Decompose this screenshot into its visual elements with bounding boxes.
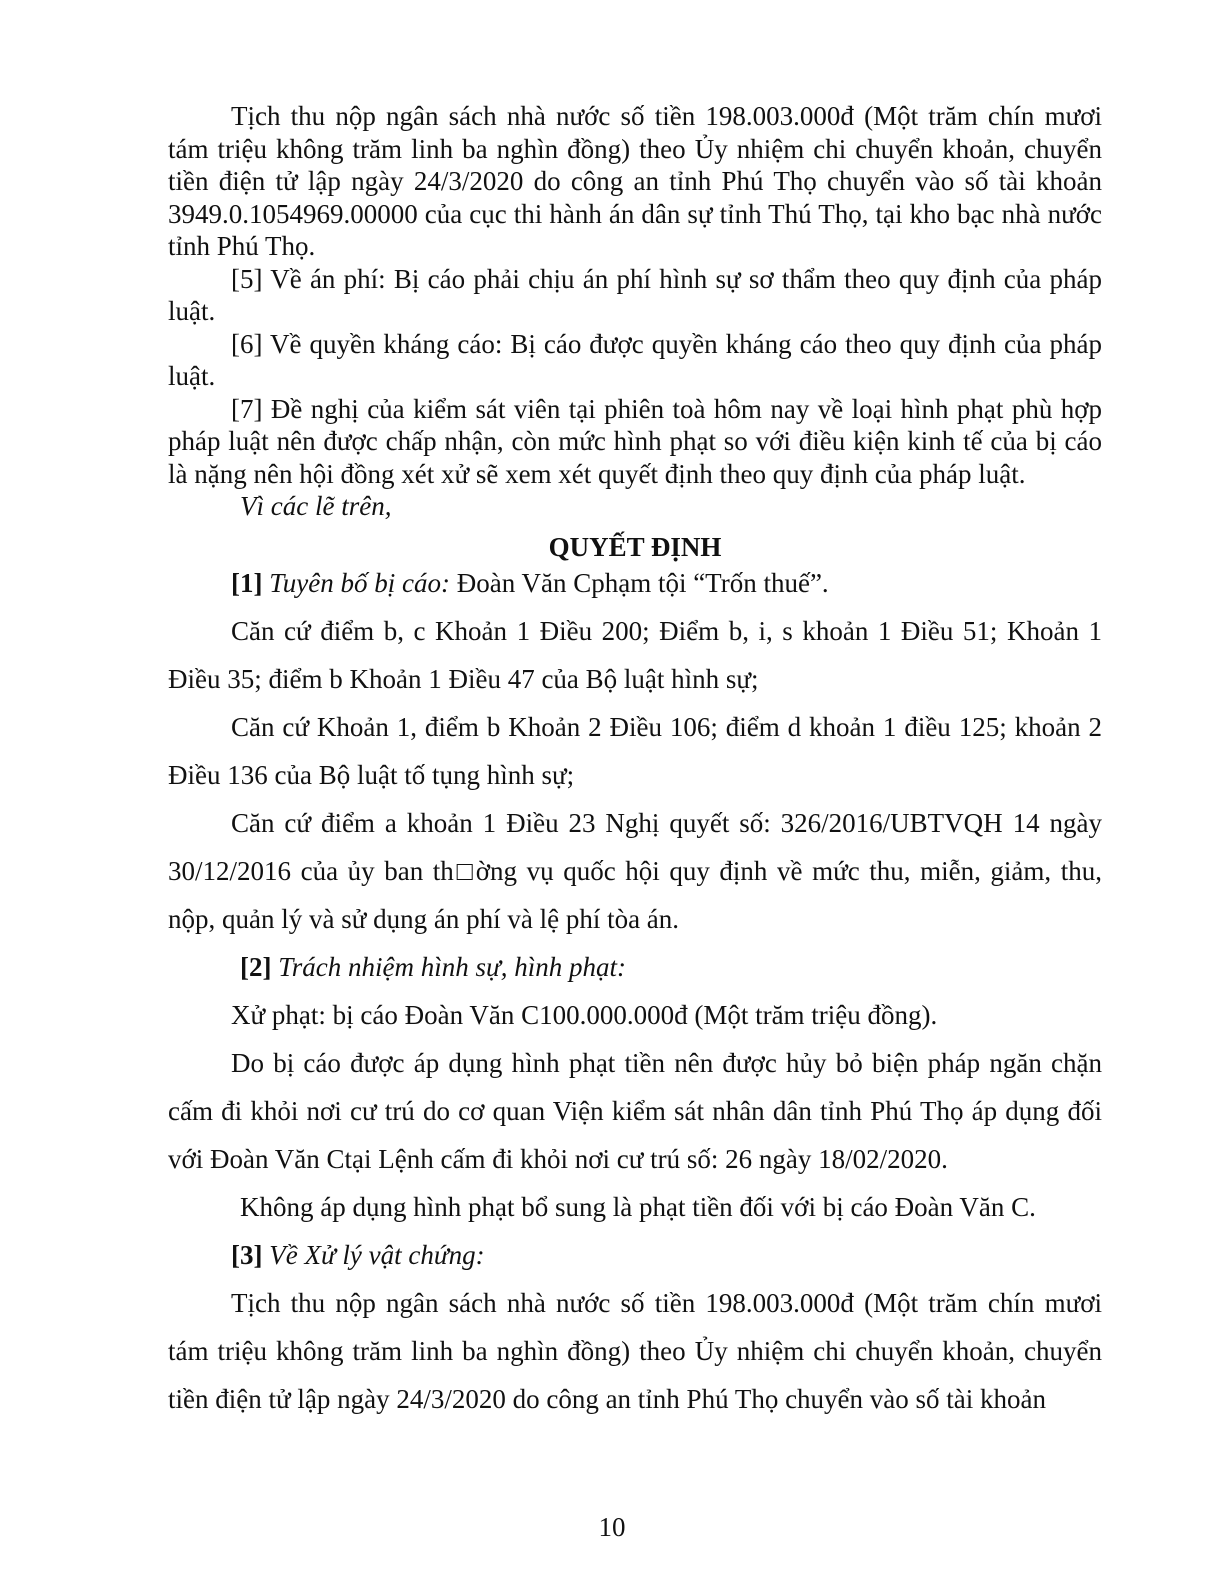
confiscation-paragraph: Tịch thu nộp ngân sách nhà nước số tiền 198.003.000đ (Một trăm chín mươi tám triệu không trăm linh ba nghìn đồng) theo Ủy nhiệm chi chuyển khoản, chuyển tiền điện tử lập ngày 24/3/2020 do công an tỉnh Phú Thọ chuyển vào số tài khoản — [168, 1288, 1102, 1414]
page-number: 10 — [598, 1512, 626, 1542]
item-1-label: Tuyên bố bị cáo: — [269, 567, 450, 598]
item-1-text: Đoàn Văn Cphạm tội “Trốn thuế”. — [449, 567, 829, 598]
item-1-number: [1] — [231, 567, 263, 598]
paragraph-prosecutor-proposal: [7] Đề nghị của kiểm sát viên tại phiên toà hôm nay về loại hình phạt phù hợp pháp luật nên được chấp nhận, còn mức hình phạt so với điều kiện kinh tế của bị cáo là nặng nên hội đồng xét xử sẽ xem xét quyết định theo quy định của pháp luật. — [168, 393, 1102, 489]
no-additional-penalty: Không áp dụng hình phạt bổ sung là phạt tiền đối với bị cáo Đoàn Văn C. — [240, 1192, 1036, 1222]
reasons-line: Vì các lẽ trên, — [240, 491, 392, 521]
paragraph-court-fee: [5] Về án phí: Bị cáo phải chịu án phí hình sự sơ thẩm theo quy định của pháp luật. — [168, 263, 1102, 326]
decision-item-3 — [168, 1231, 1102, 1279]
decision-heading: QUYẾT ĐỊNH — [548, 531, 722, 562]
paragraph-appeal-right: [6] Về quyền kháng cáo: Bị cáo được quyền kháng cáo theo quy định của pháp luật. — [168, 328, 1102, 391]
cancel-measure-paragraph: Do bị cáo được áp dụng hình phạt tiền nên được hủy bỏ biện pháp ngăn chặn cấm đi khỏi nơi cư trú do cơ quan Viện kiểm sát nhân dân tỉnh Phú Thọ áp dụng đối với Đoàn Văn Ctại Lệnh cấm đi khỏi nơi cư trú số: 26 ngày 18/02/2020. — [168, 1048, 1102, 1174]
item-3-label: Về Xử lý vật chứng: — [269, 1240, 485, 1270]
legal-basis-procedure-code: Căn cứ Khoản 1, điểm b Khoản 2 Điều 106; điểm d khoản 1 điều 125; khoản 2 Điều 136 của Bộ luật tố tụng hình sự; — [168, 712, 1102, 790]
item-3-number: [3] — [231, 1240, 263, 1270]
paragraph-confiscation-prior: Tịch thu nộp ngân sách nhà nước số tiền 198.003.000đ (Một trăm chín mươi tám triệu không trăm linh ba nghìn đồng) theo Ủy nhiệm chi chuyển khoản, chuyển tiền điện tử lập ngày 24/3/2020 do công an tỉnh Phú Thọ chuyển vào số tài khoản 3949.0.1054969.00000 của cục thi hành án dân sự tỉnh Thú Thọ, tại kho bạc nhà nước tỉnh Phú Thọ. — [168, 101, 1102, 261]
decision-item-2 — [168, 943, 1102, 991]
legal-basis-criminal-code: Căn cứ điểm b, c Khoản 1 Điều 200; Điểm b, i, s khoản 1 Điều 51; Khoản 1 Điều 35; điểm b Khoản 1 Điều 47 của Bộ luật hình sự; — [168, 616, 1102, 694]
legal-basis-resolution: Căn cứ điểm a khoản 1 Điều 23 Nghị quyết số: 326/2016/UBTVQH 14 ngày 30/12/2016 của ủy ban th□ờng vụ quốc hội quy định về mức thu, miễn, giảm, thu, nộp, quản lý và sử dụng án phí và lệ phí tòa án. — [168, 808, 1102, 934]
item-2-label: Trách nhiệm hình sự, hình phạt: — [278, 952, 626, 982]
document-page — [168, 100, 1102, 1423]
item-2-number: [2] — [240, 952, 272, 982]
penalty-line: Xử phạt: bị cáo Đoàn Văn C100.000.000đ (Một trăm triệu đồng). — [231, 1000, 938, 1030]
decision-item-1 — [168, 567, 1102, 600]
